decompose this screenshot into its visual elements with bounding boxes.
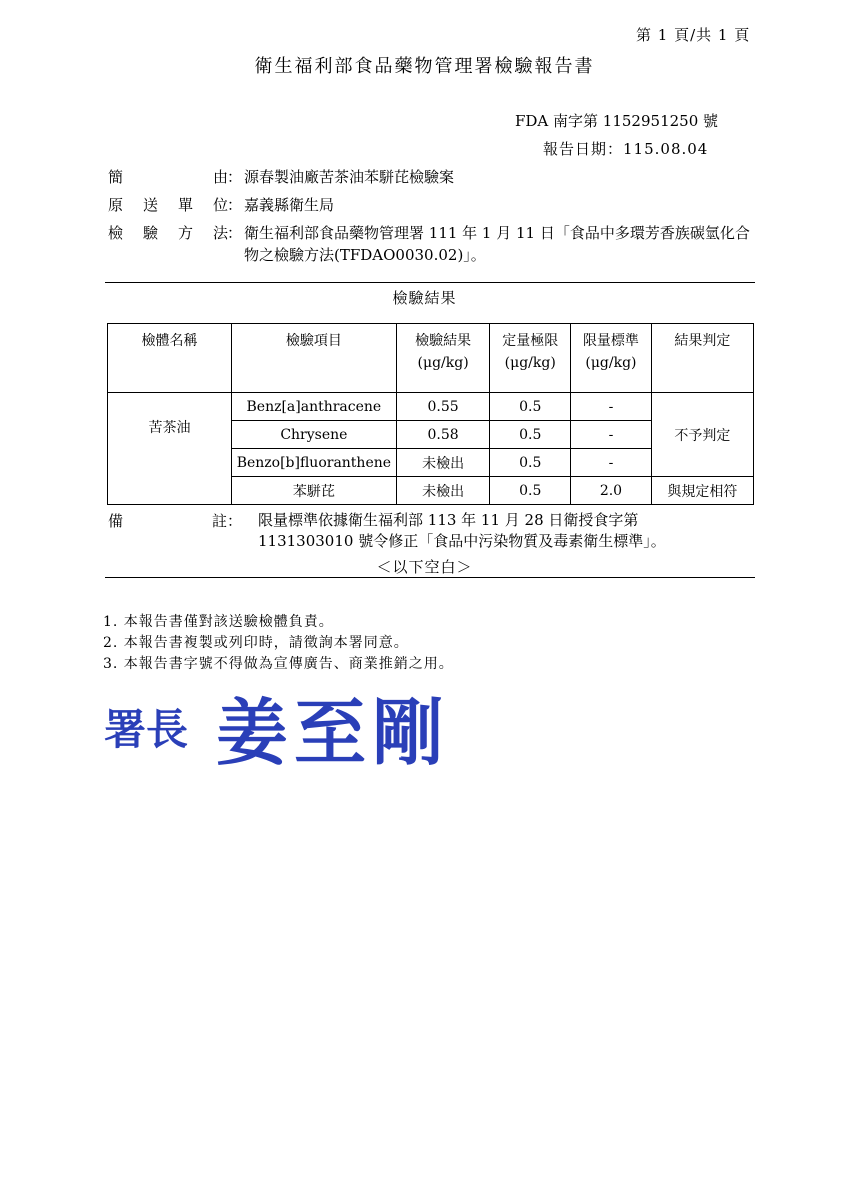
svg-text:署長: 署長 (104, 705, 189, 754)
list-item: 2. 本報告書複製或列印時，請徵詢本署同意。 (103, 635, 409, 651)
sample-name-cell: 苦茶油 (108, 393, 232, 505)
column-header: 檢驗結果 (μg/kg) (396, 324, 490, 393)
column-header: 檢體名稱 (108, 324, 232, 393)
result-cell: 未檢出 (396, 449, 490, 477)
result-cell: 0.55 (396, 393, 490, 421)
judgement-cell: 不予判定 (651, 393, 753, 477)
result-cell: 未檢出 (396, 477, 490, 505)
limit-cell: - (571, 393, 652, 421)
reference-number: FDA 南字第 1152951250 號 (515, 112, 719, 130)
limit-cell: - (571, 449, 652, 477)
limit-cell: 2.0 (571, 477, 652, 505)
loq-cell: 0.5 (490, 449, 571, 477)
item-cell: Benzo[b]fluoranthene (231, 449, 396, 477)
table-row (108, 393, 754, 421)
svg-text:姜至剛: 姜至剛 (216, 690, 451, 775)
divider-bottom (105, 577, 755, 578)
list-item: 3. 本報告書字號不得做為宣傳廣告、商業推銷之用。 (103, 656, 454, 672)
blank-marker: ＜以下空白＞ (376, 558, 473, 576)
item-cell: Benz[a]anthracene (231, 393, 396, 421)
judgement-cell: 與規定相符 (651, 477, 753, 505)
item-cell: Chrysene (231, 421, 396, 449)
document-title: 衛生福利部食品藥物管理署檢驗報告書 (254, 56, 595, 77)
report-date: 報告日期：115.08.04 (543, 140, 709, 158)
column-header: 限量標準 (μg/kg) (571, 324, 652, 393)
results-table (107, 323, 754, 505)
field-label-origin: 原 送 單 位 (108, 196, 228, 214)
divider-top (105, 282, 755, 283)
list-item: 1. 本報告書僅對該送驗檢體負責。 (103, 614, 334, 630)
director-signature-seal (104, 680, 484, 779)
column-header: 檢驗項目 (231, 324, 396, 393)
remark-text: 限量標準依據衛生福利部 113 年 11 月 28 日衛授食字第 1131303010 號令修正「食品中污染物質及毒素衛生標準」。 (258, 511, 666, 550)
loq-cell: 0.5 (490, 393, 571, 421)
signature-seal-graphic (104, 680, 484, 775)
result-cell: 0.58 (396, 421, 490, 449)
notes-list (103, 612, 454, 675)
loq-cell: 0.5 (490, 421, 571, 449)
remark-label: 備 (108, 512, 124, 530)
limit-cell: - (571, 421, 652, 449)
column-header: 結果判定 (651, 324, 753, 393)
results-heading: 檢驗結果 (392, 289, 457, 307)
column-header: 定量極限 (μg/kg) (490, 324, 571, 393)
remark-colon: 註： (212, 512, 243, 530)
loq-cell: 0.5 (490, 477, 571, 505)
field-value-method: 衛生福利部食品藥物管理署 111 年 1 月 11 日「食品中多環芳香族碳氫化合物之檢驗方法(TFDAO0030.02)」。 (244, 224, 750, 264)
field-label-subject: 簡 由 (108, 168, 228, 186)
field-value-origin: 嘉義縣衛生局 (244, 196, 335, 214)
field-label-method: 檢 驗 方 法 (108, 224, 228, 242)
field-value-subject: 源春製油廠苦茶油苯駢芘檢驗案 (244, 168, 455, 186)
page-indicator: 第 1 頁/共 1 頁 (636, 26, 751, 44)
item-cell: 苯駢芘 (231, 477, 396, 505)
table-header-row (108, 324, 754, 393)
